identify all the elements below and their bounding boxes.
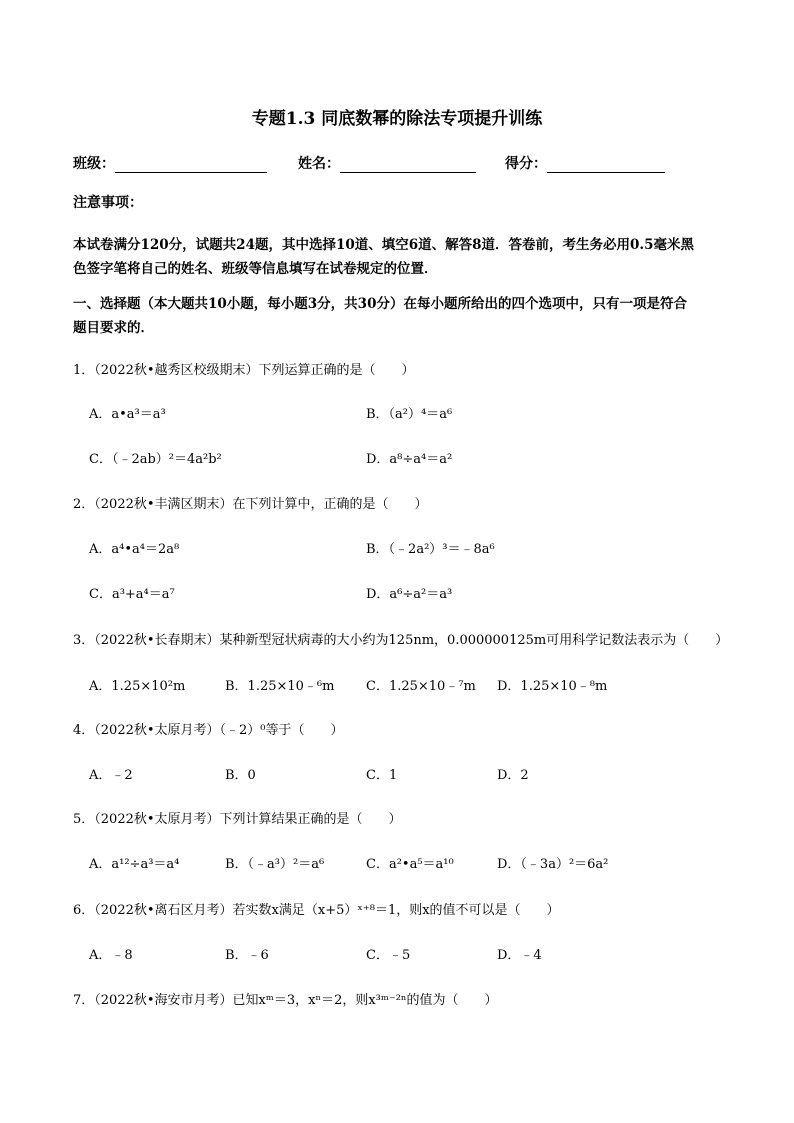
q5-option-b[interactable]: B．（﹣a³）²＝a⁶ (225, 857, 325, 872)
name-label: 姓名： (298, 156, 340, 172)
q3-option-a[interactable]: A．1.25×10²m (89, 679, 186, 694)
score-label: 得分： (505, 156, 547, 172)
score-field (505, 153, 665, 173)
question-number: 2． (73, 497, 95, 512)
q3-option-d[interactable]: D．1.25×10﹣⁸m (497, 679, 608, 694)
q1-option-a[interactable]: A．a•a³＝a³ (89, 407, 166, 422)
question-3 (73, 629, 728, 648)
q6-option-c[interactable]: C．﹣5 (366, 948, 411, 963)
question-7 (73, 989, 498, 1008)
q4-option-c[interactable]: C．1 (366, 768, 398, 783)
section-heading-line-2: 题目要求的． (73, 320, 154, 336)
q3-option-b[interactable]: B．1.25×10﹣⁶m (225, 679, 335, 694)
question-number: 3． (73, 633, 95, 648)
question-stem: （2022秋•太原月考）（﹣2）⁰等于（ ） (94, 723, 344, 738)
name-field (298, 153, 476, 173)
question-number: 1． (73, 363, 95, 378)
question-stem: （2022秋•离石区月考）若实数x满足（x+5）ˣ⁺⁸＝1，则x的值不可以是（ ） (94, 903, 560, 918)
q5-option-a[interactable]: A．a¹²÷a³＝a⁴ (89, 857, 180, 872)
notice-line-1: 本试卷满分120分，试题共24题，其中选择10道、填空6道、解答8道．答卷前，考生务必用0.5毫米黑 (73, 237, 695, 253)
q4-option-a[interactable]: A．﹣2 (89, 768, 133, 783)
class-blank[interactable] (115, 156, 267, 173)
q2-option-a[interactable]: A．a⁴•a⁴＝2a⁸ (89, 542, 180, 557)
class-label: 班级： (73, 156, 115, 172)
notice-line-2: 色签字笔将自己的姓名、班级等信息填写在试卷规定的位置． (73, 261, 438, 277)
question-6 (73, 899, 560, 918)
q5-option-d[interactable]: D．（﹣3a）²＝6a² (497, 857, 609, 872)
q1-option-b[interactable]: B．（a²）⁴＝a⁶ (366, 407, 453, 422)
question-number: 6． (73, 903, 95, 918)
question-1 (73, 359, 415, 378)
q2-option-d[interactable]: D．a⁶÷a²＝a³ (366, 587, 453, 602)
question-4 (73, 719, 344, 738)
q2-option-c[interactable]: C．a³+a⁴＝a⁷ (89, 587, 175, 602)
class-field (73, 153, 267, 173)
question-stem: （2022秋•太原月考）下列计算结果正确的是（ ） (94, 812, 402, 827)
question-number: 7． (73, 993, 95, 1008)
q6-option-b[interactable]: B．﹣6 (225, 948, 269, 963)
q5-option-c[interactable]: C．a²•a⁵＝a¹⁰ (366, 857, 454, 872)
question-5 (73, 808, 402, 827)
q1-option-c[interactable]: C．（﹣2ab）²＝4a²b² (89, 452, 222, 467)
score-blank[interactable] (547, 156, 665, 173)
notice-heading: 注意事项： (73, 195, 143, 211)
question-stem: （2022秋•长春期末）某种新型冠状病毒的大小约为125nm，0.000000125m可用科学记数法表示为（ ） (94, 633, 729, 648)
name-blank[interactable] (340, 156, 476, 173)
q4-option-b[interactable]: B．0 (225, 768, 256, 783)
q6-option-d[interactable]: D．﹣4 (497, 948, 542, 963)
q2-option-b[interactable]: B．（﹣2a²）³＝﹣8a⁶ (366, 542, 495, 557)
question-number: 4． (73, 723, 95, 738)
q6-option-a[interactable]: A．﹣8 (89, 948, 133, 963)
section-heading-line-1: 一、选择题（本大题共10小题，每小题3分，共30分）在每小题所给出的四个选项中，只有一项是符合 (73, 296, 687, 312)
q1-option-d[interactable]: D．a⁸÷a⁴＝a² (366, 452, 453, 467)
question-number: 5． (73, 812, 95, 827)
q3-option-c[interactable]: C．1.25×10﹣⁷m (366, 679, 476, 694)
q4-option-d[interactable]: D．2 (497, 768, 529, 783)
question-2 (73, 493, 428, 512)
question-stem: （2022秋•海安市月考）已知xᵐ＝3，xⁿ＝2，则x³ᵐ⁻²ⁿ的值为（ ） (94, 993, 498, 1008)
question-stem: （2022秋•越秀区校级期末）下列运算正确的是（ ） (94, 363, 415, 378)
question-stem: （2022秋•丰满区期末）在下列计算中，正确的是（ ） (94, 497, 428, 512)
page-title: 专题1.3 同底数幂的除法专项提升训练 (251, 109, 543, 129)
